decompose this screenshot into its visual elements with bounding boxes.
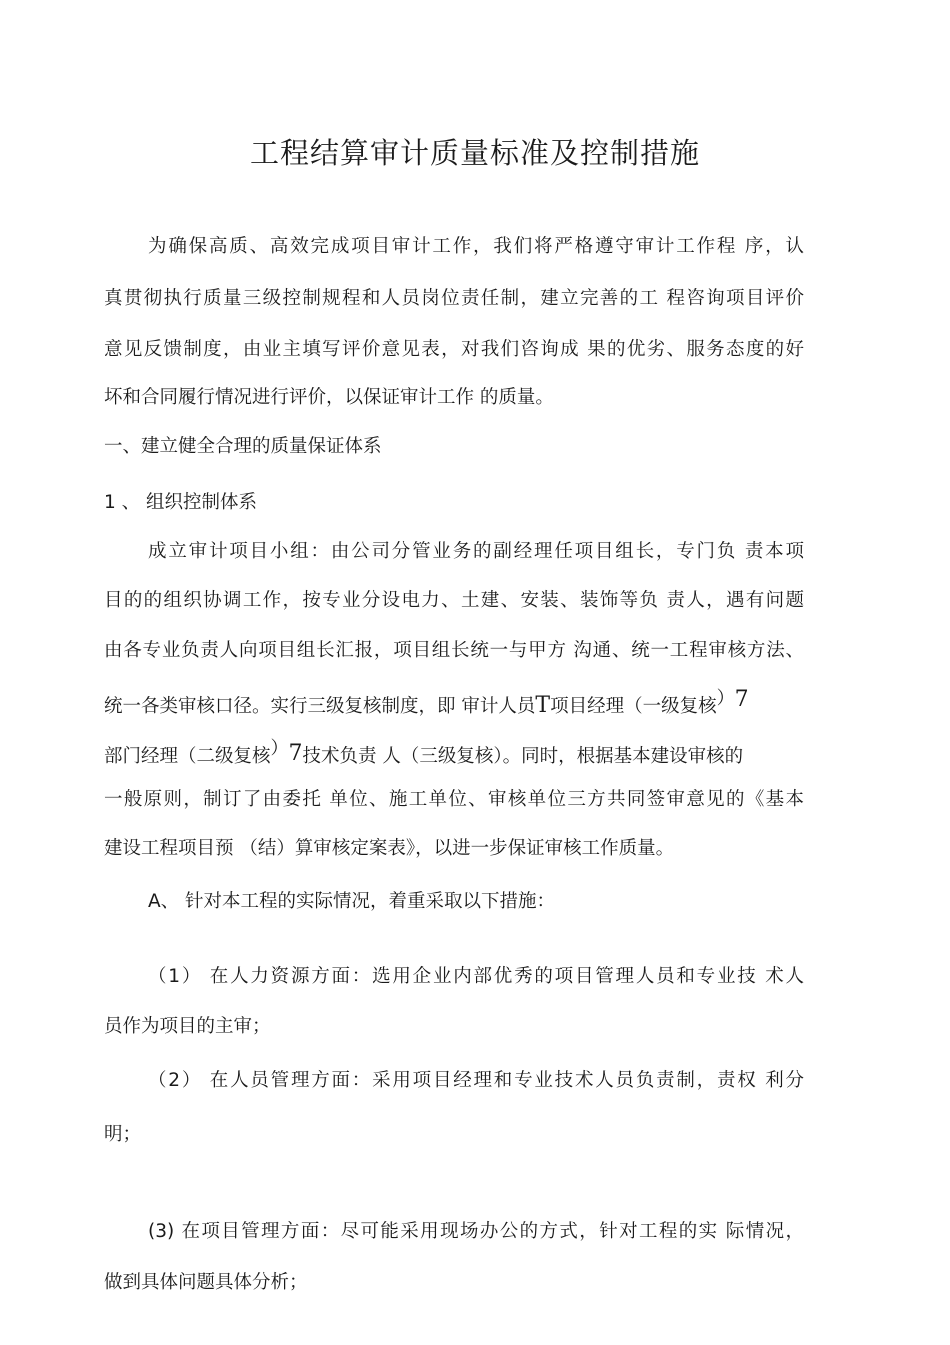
- body-line-1: 成立审计项目小组：由公司分管业务的副经理任项目组长，专门负 责本项: [148, 541, 804, 562]
- arrow-mark-7: 7: [288, 741, 303, 766]
- section-1-heading: 一、建立健全合理的质量保证体系: [104, 436, 382, 457]
- item-3-line-1: (3) 在项目管理方面：尽可能采用现场办公的方式，针对工程的实 际情况，: [148, 1221, 804, 1242]
- body-line-4-text-a: 统一各类审核口径。实行三级复核制度，即 审计人员: [104, 696, 536, 717]
- body-line-4: [104, 686, 804, 720]
- body-line-5-text-a: 部门经理（二级复核: [104, 746, 271, 767]
- item-1-line-2: 员作为项目的主审；: [104, 1016, 271, 1037]
- paren-mark: ）: [270, 738, 289, 759]
- item-2-line-1: （2） 在人员管理方面：采用项目经理和专业技术人员负责制，责权 利分: [148, 1070, 804, 1091]
- item-3-line-2: 做到具体问题具体分析；: [104, 1272, 308, 1293]
- subsection-1-heading: 1 、 组织控制体系: [104, 492, 258, 513]
- body-line-7: 建设工程项目预 （结）算审核定案表》，以进一步保证审核工作质量。: [104, 838, 675, 859]
- item-2-line-2: 明；: [104, 1124, 142, 1145]
- document-title: 工程结算审计质量标准及控制措施: [249, 136, 700, 170]
- intro-line-2: 真贯彻执行质量三级控制规程和人员岗位责任制，建立完善的工 程咨询项目评价: [104, 288, 804, 309]
- body-line-5: [104, 736, 804, 770]
- measure-a: A、 针对本工程的实际情况，着重采取以下措施：: [148, 891, 556, 912]
- body-line-2: 目的的组织协调工作，按专业分设电力、土建、安装、装饰等负 责人，遇有问题: [104, 590, 804, 611]
- arrow-mark-t: T: [535, 693, 551, 718]
- intro-line-4: 坏和合同履行情况进行评价，以保证审计工作 的质量。: [104, 387, 554, 408]
- arrow-mark-7: 7: [734, 687, 749, 712]
- body-line-4-text-b: 项目经理（一级复核: [550, 696, 717, 717]
- intro-line-1: 为确保高质、高效完成项目审计工作，我们将严格遵守审计工作程 序，认: [148, 236, 804, 257]
- item-1-line-1: （1） 在人力资源方面：选用企业内部优秀的项目管理人员和专业技 术人: [148, 966, 804, 987]
- body-line-3: 由各专业负责人向项目组长汇报，项目组长统一与甲方 沟通、统一工程审核方法、: [104, 640, 804, 661]
- body-line-6: 一般原则，制订了由委托 单位、施工单位、审核单位三方共同签审意见的《基本: [104, 789, 804, 810]
- paren-mark: ）: [716, 688, 735, 709]
- intro-line-3: 意见反馈制度，由业主填写评价意见表，对我们咨询成 果的优劣、服务态度的好: [104, 339, 804, 360]
- body-line-5-text-b: 技术负责 人（三级复核）。同时，根据基本建设审核的: [302, 746, 744, 767]
